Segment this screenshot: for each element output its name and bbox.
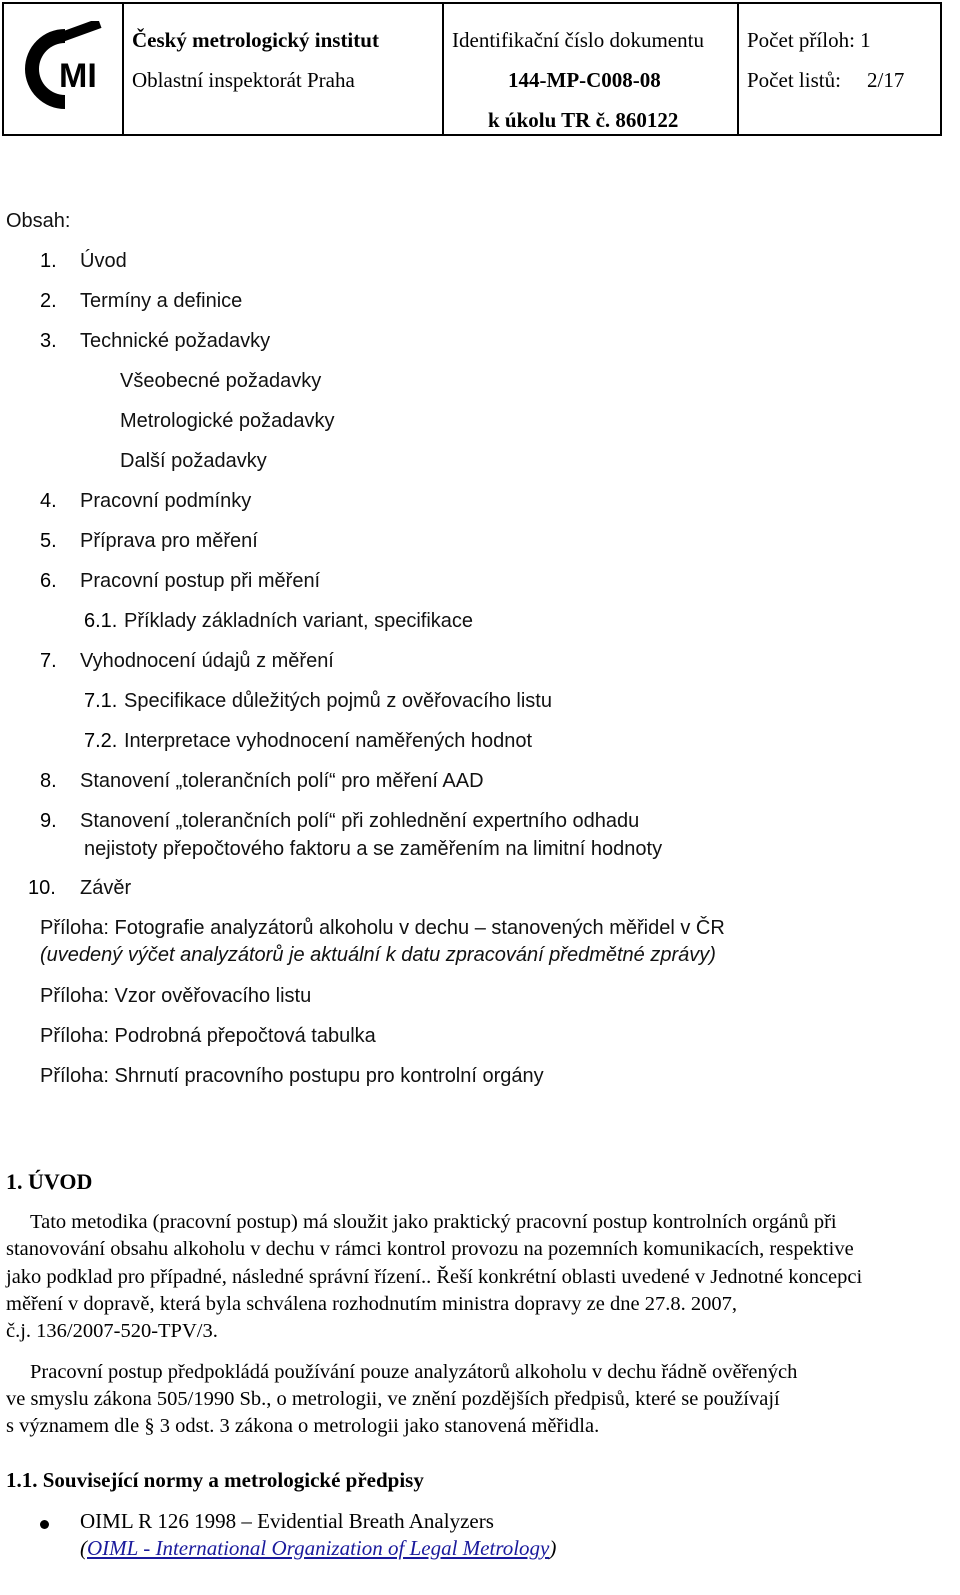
institute-cell	[124, 4, 444, 134]
sheets-value: 2/17	[867, 68, 905, 92]
oiml-link[interactable]: OIML - International Organization of Legal Metrology	[87, 1536, 550, 1560]
paren-close: )	[549, 1536, 557, 1560]
paragraph-line: stanovování obsahu alkoholu v dechu v rámci kontrol provozu na pozemních komunikacích, respektive	[6, 1238, 854, 1260]
section-heading-norms: 1.1. Související normy a metrologické předpisy	[6, 1468, 424, 1492]
toc-item-num: 4.	[40, 490, 57, 512]
toc-item-label: Stanovení „tolerančních polí“ pro měření AAD	[80, 770, 484, 792]
paragraph-line: Pracovní postup předpokládá používání pouze analyzátorů alkoholu v dechu řádně ověřených	[30, 1361, 798, 1383]
bullet-icon	[40, 1520, 49, 1529]
document-id-cell	[444, 4, 739, 134]
oiml-reference	[80, 1536, 556, 1561]
toc-item-num: 8.	[40, 770, 57, 792]
attachments-count: Počet příloh: 1	[747, 28, 871, 52]
toc-item-num: 5.	[40, 530, 57, 552]
toc-title: Obsah:	[6, 210, 71, 232]
toc-item-label: Pracovní podmínky	[80, 490, 252, 512]
attachment-verification-sheet: Příloha: Vzor ověřovacího listu	[40, 985, 312, 1007]
paragraph-line: jako podklad pro případné, následné správní řízení.. Řeší konkrétní oblasti uvedené v Jednotné koncepci	[6, 1266, 863, 1288]
cmi-logo	[15, 21, 111, 117]
attachment-photos-note: (uvedený výčet analyzátorů je aktuální k datu zpracování předmětné zprávy)	[40, 944, 716, 966]
paragraph-line: č.j. 136/2007-520-TPV/3.	[6, 1320, 218, 1342]
toc-item-num: 6.1.	[84, 610, 118, 632]
toc-item-label: Úvod	[80, 250, 127, 272]
toc-item-label: Specifikace důležitých pojmů z ověřovacího listu	[124, 690, 552, 712]
toc-item-num: 6.	[40, 570, 57, 592]
toc-item-label: Pracovní postup při měření	[80, 570, 321, 592]
attachment-conversion-table: Příloha: Podrobná přepočtová tabulka	[40, 1025, 376, 1047]
task-number: k úkolu TR č. 860122	[488, 108, 679, 132]
section-heading-intro: 1. ÚVOD	[6, 1169, 93, 1194]
toc-subitem-label: Metrologické požadavky	[120, 410, 335, 432]
toc-item-num: 2.	[40, 290, 57, 312]
toc-item-label: Termíny a definice	[80, 290, 243, 312]
paragraph-line: měření v dopravě, která byla schválena rozhodnutím ministra dopravy ze dne 27.8. 2007,	[6, 1293, 737, 1315]
attachments-cell	[739, 4, 940, 134]
sheets-label: Počet listů:	[747, 68, 841, 92]
svg-text:MI: MI	[59, 57, 97, 95]
paren-open: (	[80, 1536, 87, 1560]
toc-item-num: 9.	[40, 810, 57, 832]
toc-item-num: 7.	[40, 650, 57, 672]
toc-item-label: Závěr	[80, 877, 132, 899]
institute-name: Český metrologický institut	[132, 28, 379, 52]
toc-item-label: Stanovení „tolerančních polí“ při zohlednění expertního odhadu	[80, 810, 640, 832]
paragraph-line: Tato metodika (pracovní postup) má sloužit jako praktický pracovní postup kontrolních orgánů při	[30, 1211, 837, 1233]
toc-item-num: 3.	[40, 330, 57, 352]
toc-item-label: Příprava pro měření	[80, 530, 258, 552]
norm-oiml-r126: OIML R 126 1998 – Evidential Breath Analyzers	[80, 1509, 494, 1533]
toc-item-num: 1.	[40, 250, 57, 272]
toc-item-num: 10.	[28, 877, 56, 899]
toc-subitem-label: Další požadavky	[120, 450, 267, 472]
document-header	[2, 2, 942, 136]
toc-item-label-cont: nejistoty přepočtového faktoru a se zaměřením na limitní hodnoty	[84, 838, 663, 860]
inspectorate-name: Oblastní inspektorát Praha	[132, 68, 355, 92]
attachment-photos: Příloha: Fotografie analyzátorů alkoholu v dechu – stanovených měřidel v ČR	[40, 917, 725, 939]
toc-item-label: Vyhodnocení údajů z měření	[80, 650, 334, 672]
toc-subitem-label: Všeobecné požadavky	[120, 370, 322, 392]
paragraph-line: s významem dle § 3 odst. 3 zákona o metrologii jako stanovená měřidla.	[6, 1415, 600, 1437]
toc-item-num: 7.1.	[84, 690, 118, 712]
id-label: Identifikační číslo dokumentu	[452, 28, 704, 52]
toc-item-num: 7.2.	[84, 730, 118, 752]
attachment-summary: Příloha: Shrnutí pracovního postupu pro kontrolní orgány	[40, 1065, 544, 1087]
toc-item-label: Příklady základních variant, specifikace	[124, 610, 474, 632]
toc-item-label: Technické požadavky	[80, 330, 271, 352]
document-id: 144-MP-C008-08	[508, 68, 661, 92]
paragraph-line: ve smyslu zákona 505/1990 Sb., o metrologii, ve znění pozdějších předpisů, které se používají	[6, 1388, 780, 1410]
logo-cell	[4, 4, 124, 134]
toc-item-label: Interpretace vyhodnocení naměřených hodnot	[124, 730, 533, 752]
